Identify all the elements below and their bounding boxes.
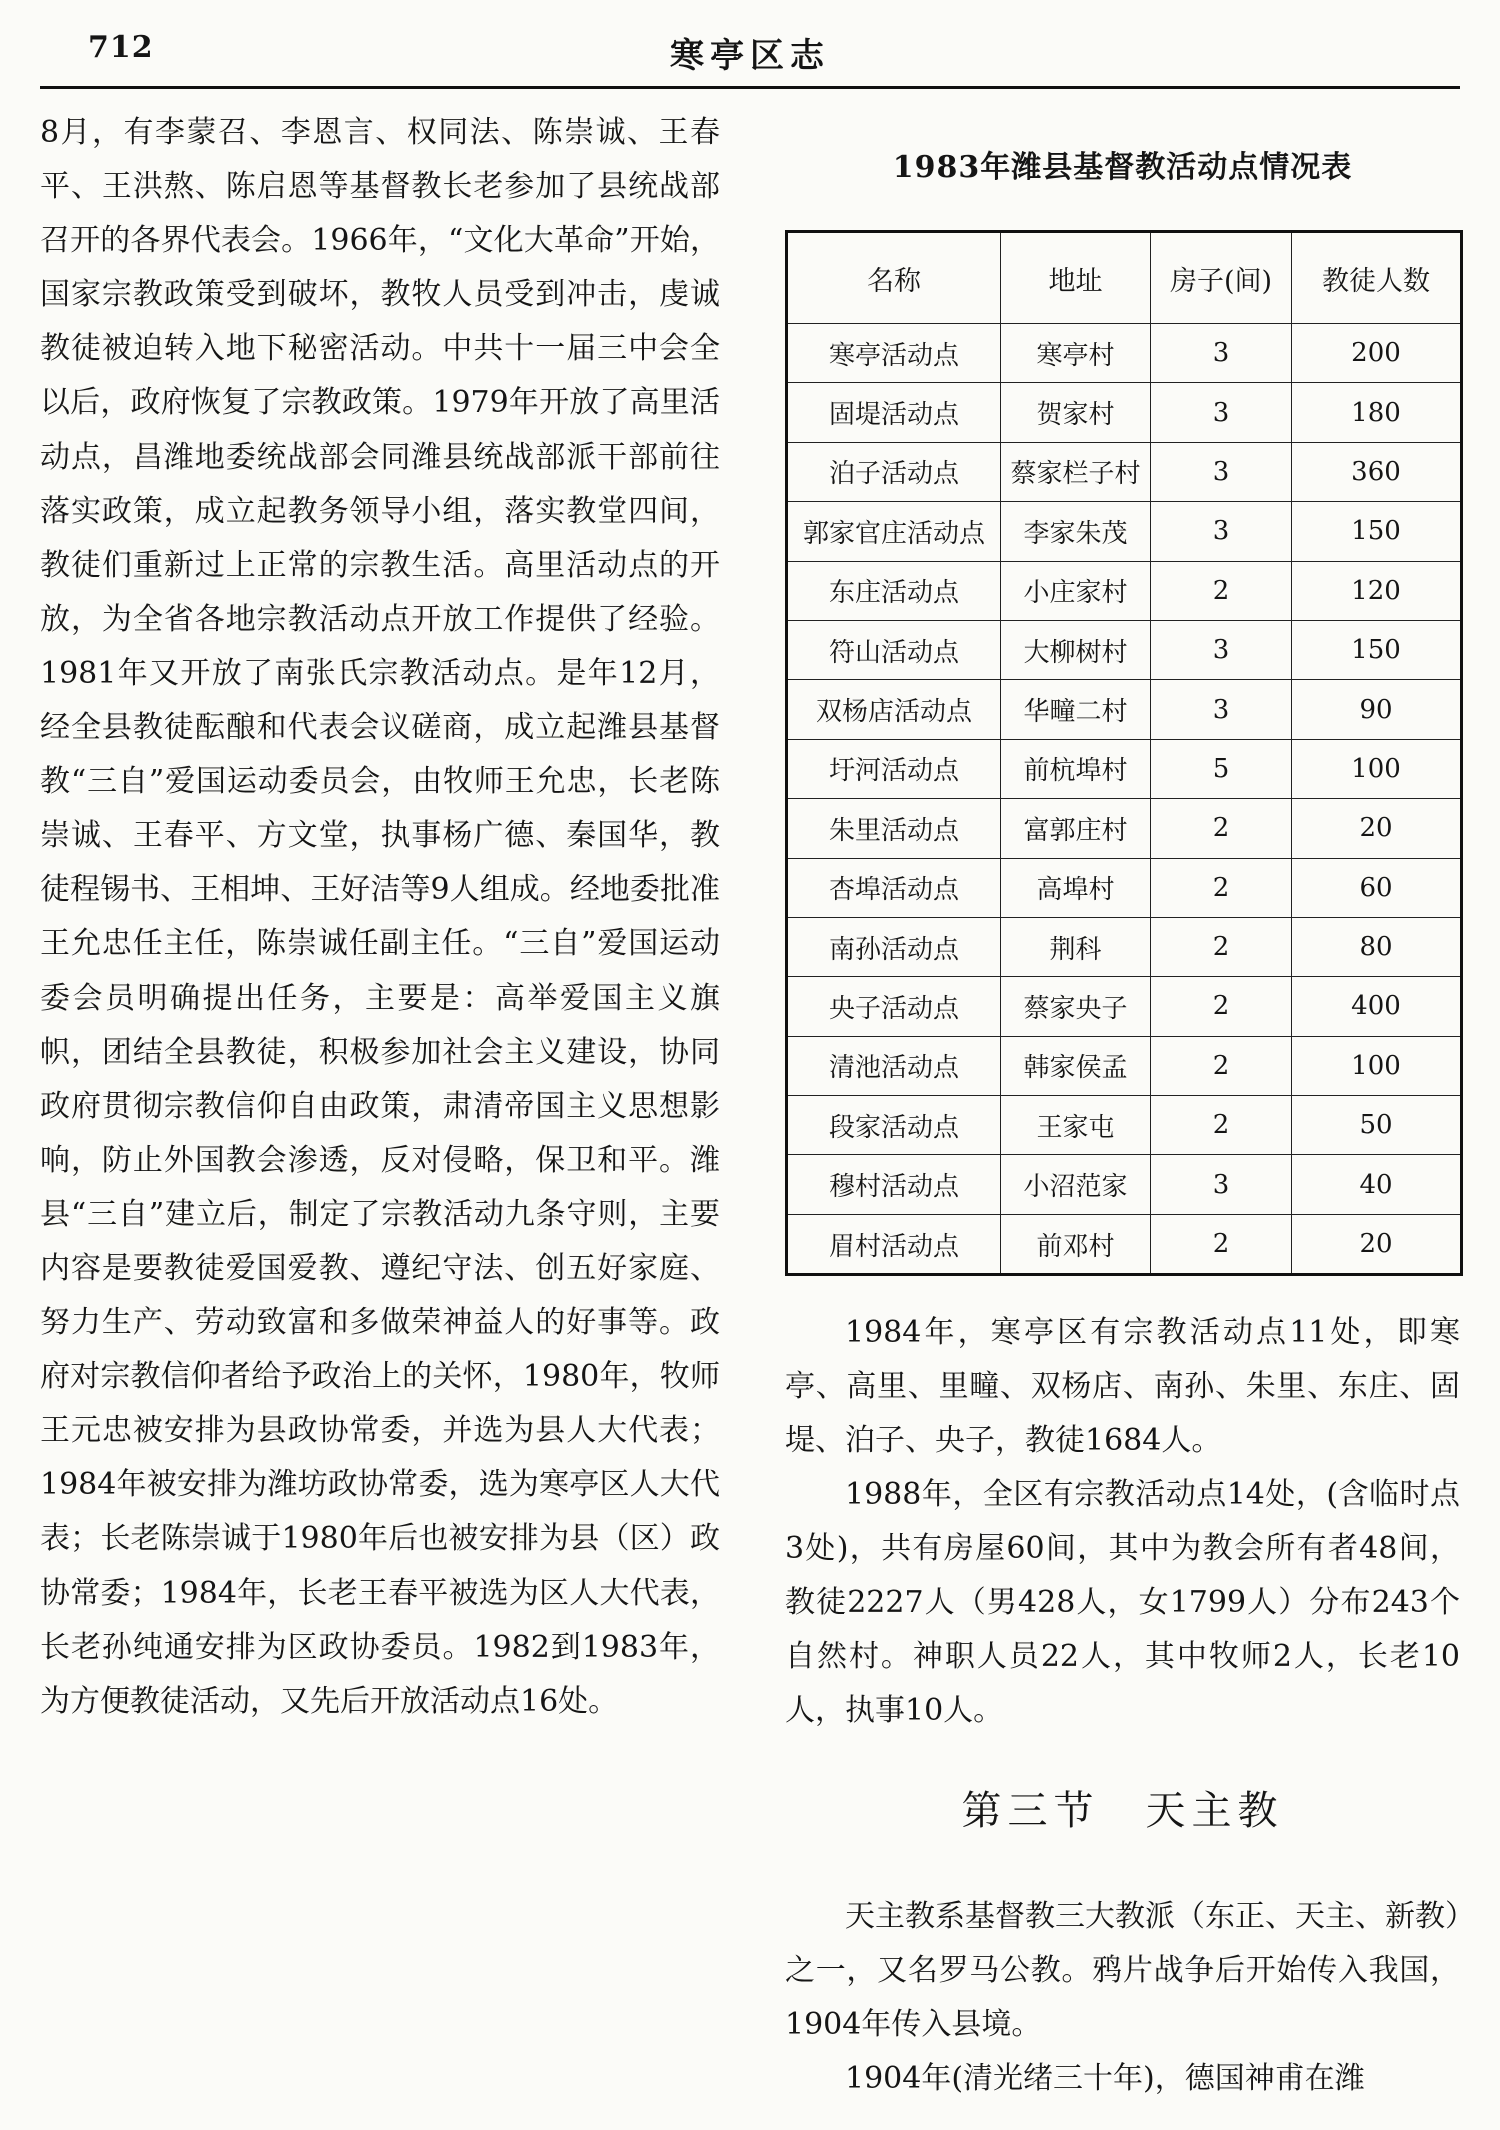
cell-address: 小庄家村 (1001, 561, 1151, 620)
table-row (787, 442, 1462, 501)
cell-address: 贺家村 (1001, 383, 1151, 442)
cell-members: 100 (1292, 1036, 1462, 1095)
section-heading: 第三节 天主教 (961, 1788, 1284, 1835)
table-row (787, 561, 1462, 620)
table-header-row (787, 232, 1462, 324)
cell-name: 南孙活动点 (787, 917, 1001, 976)
table-row (787, 1214, 1462, 1274)
cell-members: 200 (1292, 324, 1462, 383)
page-number: 712 (88, 30, 154, 65)
paragraph-1988: 1988年，全区有宗教活动点14处，(含临时点3处)，共有房屋60间，其中为教会所有者48间，教徒2227人（男428人，女1799人）分布243个自然村。神职人员22人，其中牧师2人，长老10人，执事10人。 (785, 1477, 1460, 1729)
table-row (787, 977, 1462, 1036)
table-row (787, 858, 1462, 917)
cell-rooms: 3 (1151, 442, 1292, 501)
table-row (787, 383, 1462, 442)
cell-rooms: 2 (1151, 977, 1292, 1036)
cell-name: 眉村活动点 (787, 1214, 1001, 1274)
cell-members: 150 (1292, 502, 1462, 561)
cell-name: 央子活动点 (787, 977, 1001, 1036)
cell-address: 寒亭村 (1001, 324, 1151, 383)
cell-members: 20 (1292, 799, 1462, 858)
left-column (40, 106, 720, 1729)
table-row (787, 502, 1462, 561)
table-row (787, 620, 1462, 679)
cell-address: 王家屯 (1001, 1096, 1151, 1155)
cell-members: 100 (1292, 739, 1462, 798)
cell-address: 大柳树村 (1001, 620, 1151, 679)
cell-rooms: 2 (1151, 1214, 1292, 1274)
cell-members: 20 (1292, 1214, 1462, 1274)
cell-address: 前邓村 (1001, 1214, 1151, 1274)
cell-rooms: 3 (1151, 680, 1292, 739)
table-row (787, 917, 1462, 976)
cell-address: 前杭埠村 (1001, 739, 1151, 798)
cell-address: 李家朱茂 (1001, 502, 1151, 561)
cell-members: 120 (1292, 561, 1462, 620)
cell-name: 东庄活动点 (787, 561, 1001, 620)
cell-address: 韩家侯孟 (1001, 1036, 1151, 1095)
cell-name: 杏埠活动点 (787, 858, 1001, 917)
header-rule (40, 86, 1460, 89)
cell-members: 360 (1292, 442, 1462, 501)
cell-members: 150 (1292, 620, 1462, 679)
cell-address: 小沼范家 (1001, 1155, 1151, 1214)
cell-name: 双杨店活动点 (787, 680, 1001, 739)
cell-members: 50 (1292, 1096, 1462, 1155)
cell-members: 40 (1292, 1155, 1462, 1214)
table-row (787, 1036, 1462, 1095)
cell-rooms: 2 (1151, 561, 1292, 620)
cell-rooms: 5 (1151, 739, 1292, 798)
cell-rooms: 3 (1151, 324, 1292, 383)
paragraph-1904: 1904年(清光绪三十年)，德国神甫在潍 (845, 2061, 1365, 2097)
cell-address: 高埠村 (1001, 858, 1151, 917)
cell-name: 固堤活动点 (787, 383, 1001, 442)
header-members: 教徒人数 (1292, 232, 1462, 324)
table-row (787, 739, 1462, 798)
cell-members: 60 (1292, 858, 1462, 917)
cell-address: 荆科 (1001, 917, 1151, 976)
cell-rooms: 2 (1151, 1096, 1292, 1155)
header-rooms: 房子(间) (1151, 232, 1292, 324)
table-row (787, 1155, 1462, 1214)
cell-rooms: 3 (1151, 620, 1292, 679)
cell-name: 穆村活动点 (787, 1155, 1001, 1214)
cell-address: 华疃二村 (1001, 680, 1151, 739)
cell-name: 段家活动点 (787, 1096, 1001, 1155)
activity-sites-table (785, 230, 1463, 1276)
right-text (785, 1306, 1460, 2106)
cell-address: 富郭庄村 (1001, 799, 1151, 858)
cell-name: 泊子活动点 (787, 442, 1001, 501)
cell-rooms: 3 (1151, 1155, 1292, 1214)
cell-rooms: 2 (1151, 1036, 1292, 1095)
cell-rooms: 3 (1151, 383, 1292, 442)
cell-rooms: 2 (1151, 858, 1292, 917)
paragraph-1984: 1984年，寒亭区有宗教活动点11处，即寒亭、高里、里疃、双杨店、南孙、朱里、东庄、固堤、泊子、央子，教徒1684人。 (785, 1315, 1460, 1459)
cell-members: 90 (1292, 680, 1462, 739)
left-paragraph: 8月，有李蒙召、李恩言、权同法、陈崇诚、王春平、王洪熬、陈启恩等基督教长老参加了县统战部召开的各界代表会。1966年，“文化大革命”开始，国家宗教政策受到破坏，教牧人员受到冲击，虔诚教徒被迫转入地下秘密活动。中共十一届三中会全以后，政府恢复了宗教政策。1979年开放了高里活动点，昌潍地委统战部会同潍县统战部派干部前往落实政策，成立起教务领导小组，落实教堂四间，教徒们重新过上正常的宗教生活。高里活动点的开放，为全省各地宗教活动点开放工作提供了经验。1981年又开放了南张氏宗教活动点。是年12月，经全县教徒酝酿和代表会议磋商，成立起潍县基督教“三自”爱国运动委员会，由牧师王允忠，长老陈崇诚、王春平、方文堂，执事杨广德、秦国华，教徒程锡书、王相坤、王好洁等9人组成。经地委批准王允忠任主任，陈崇诚任副主任。“三自”爱国运动委会员明确提出任务，主要是：高举爱国主义旗帜，团结全县教徒，积极参加社会主义建设，协同政府贯彻宗教信仰自由政策，肃清帝国主义思想影响，防止外国教会渗透，反对侵略，保卫和平。潍县“三自”建立后，制定了宗教活动九条守则，主要内容是要教徒爱国爱教、遵纪守法、创五好家庭、努力生产、劳动致富和多做荣神益人的好事等。政府对宗教信仰者给予政治上的关怀，1980年，牧师王元忠被安排为县政协常委，并选为县人大代表；1984年被安排为潍坊政协常委，选为寒亭区人大代表；长老陈崇诚于1980年后也被安排为县（区）政协常委；1984年，长老王春平被选为区人大代表，长老孙纯通安排为区政协委员。1982到1983年，为方便教徒活动，又先后开放活动点16处。 (40, 115, 720, 1719)
cell-name: 符山活动点 (787, 620, 1001, 679)
cell-rooms: 2 (1151, 917, 1292, 976)
header-name: 名称 (787, 232, 1001, 324)
cell-rooms: 3 (1151, 502, 1292, 561)
cell-address: 蔡家栏子村 (1001, 442, 1151, 501)
table-row (787, 680, 1462, 739)
cell-name: 寒亭活动点 (787, 324, 1001, 383)
table-row (787, 799, 1462, 858)
table-row (787, 1096, 1462, 1155)
running-title: 寒亭区志 (670, 36, 830, 76)
cell-name: 圩河活动点 (787, 739, 1001, 798)
cell-rooms: 2 (1151, 799, 1292, 858)
cell-name: 清池活动点 (787, 1036, 1001, 1095)
cell-members: 80 (1292, 917, 1462, 976)
table-row (787, 324, 1462, 383)
cell-members: 400 (1292, 977, 1462, 1036)
cell-address: 蔡家央子 (1001, 977, 1151, 1036)
paragraph-catholicism-intro: 天主教系基督教三大教派（东正、天主、新教）之一，又名罗马公教。鸦片战争后开始传入我国，1904年传入县境。 (785, 1899, 1460, 2043)
cell-name: 朱里活动点 (787, 799, 1001, 858)
right-column (785, 140, 1460, 2106)
cell-name: 郭家官庄活动点 (787, 502, 1001, 561)
header-address: 地址 (1001, 232, 1151, 324)
table-title: 1983年潍县基督教活动点情况表 (892, 150, 1353, 185)
cell-members: 180 (1292, 383, 1462, 442)
